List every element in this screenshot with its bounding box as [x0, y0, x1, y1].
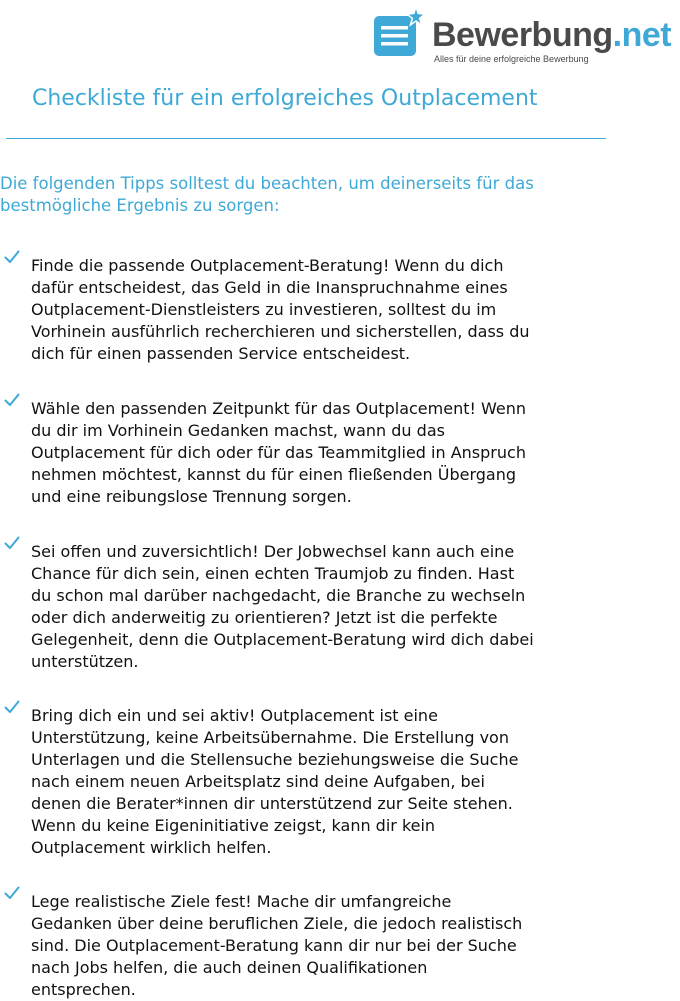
- text-line: entsprechen.: [31, 980, 136, 999]
- text-line: Gelegenheit, denn die Outplacement-Beratung wird dich dabei: [31, 630, 534, 649]
- text-line: Gedanken über deine beruflichen Ziele, die jedoch realistisch: [31, 914, 523, 933]
- text-line: Sei offen und zuversichtlich! Der Jobwechsel kann auch eine: [31, 542, 515, 561]
- text-line: Wenn du keine Eigeninitiative zeigst, kann dir kein: [31, 816, 436, 835]
- text-line: Bring dich ein und sei aktiv! Outplacement ist eine: [31, 706, 438, 725]
- brand-wordmark: Bewerbung.net: [432, 16, 672, 54]
- checkmark-icon: [4, 885, 20, 901]
- text-line: oder dich anderweitig zu orientieren? Jetzt ist die perfekte: [31, 608, 498, 627]
- text-line: Unterlagen und die Stellensuche beziehungsweise die Suche: [31, 750, 519, 769]
- text-line: Outplacement-Dienstleisters zu investieren, solltest du im: [31, 300, 497, 319]
- text-line: Wähle den passenden Zeitpunkt für das Outplacement! Wenn: [31, 399, 526, 418]
- text-line: dafür entscheidest, das Geld in die Inanspruchnahme eines: [31, 278, 508, 297]
- text-line: Unterstützung, keine Arbeitsübernahme. Die Erstellung von: [31, 728, 509, 747]
- text-line: Vorhinein ausführlich recherchieren und sicherstellen, dass du: [31, 322, 530, 341]
- checkmark-icon: [4, 699, 20, 715]
- checklist-item-text: [31, 705, 631, 859]
- checklist-item-text: [31, 255, 631, 365]
- text-line: du dir im Vorhinein Gedanken machst, wann du das: [31, 421, 445, 440]
- brand-tagline: Alles für deine erfolgreiche Bewerbung: [434, 54, 589, 64]
- checkmark-icon: [4, 392, 20, 408]
- checklist-item-text: [31, 541, 631, 673]
- text-line: Outplacement für dich oder für das Teammitglied in Anspruch: [31, 443, 526, 462]
- text-line: dich für einen passenden Service entscheidest.: [31, 344, 411, 363]
- checklist-item-text: [31, 398, 631, 508]
- text-line: nehmen möchtest, kannst du für einen fließenden Übergang: [31, 465, 516, 484]
- page-title: Checkliste für ein erfolgreiches Outplacement: [32, 86, 538, 111]
- text-line: sind. Die Outplacement-Beratung kann dir nur bei der Suche: [31, 936, 517, 955]
- text-line: denen die Berater*innen dir unterstützend zur Seite stehen.: [31, 794, 513, 813]
- text-line: Chance für dich sein, einen echten Traumjob zu finden. Hast: [31, 564, 515, 583]
- text-line: nach einem neuen Arbeitsplatz sind deine Aufgaben, bei: [31, 772, 485, 791]
- checkmark-icon: [4, 535, 20, 551]
- text-line: du schon mal darüber nachgedacht, die Branche zu wechseln: [31, 586, 526, 605]
- text-line: nach Jobs helfen, die auch deinen Qualifikationen: [31, 958, 428, 977]
- text-line: unterstützen.: [31, 652, 139, 671]
- text-line: Finde die passende Outplacement-Beratung! Wenn du dich: [31, 256, 504, 275]
- intro-text: Die folgenden Tipps solltest du beachten, um deinerseits für das bestmögliche Ergebnis zu sorgen:: [0, 174, 534, 215]
- checkmark-icon: [4, 249, 20, 265]
- text-line: und eine reibungslose Trennung sorgen.: [31, 487, 352, 506]
- checklist-item-text: [31, 891, 631, 1001]
- text-line: Lege realistische Ziele fest! Mache dir umfangreiche: [31, 892, 452, 911]
- text-line: Outplacement wirklich helfen.: [31, 838, 272, 857]
